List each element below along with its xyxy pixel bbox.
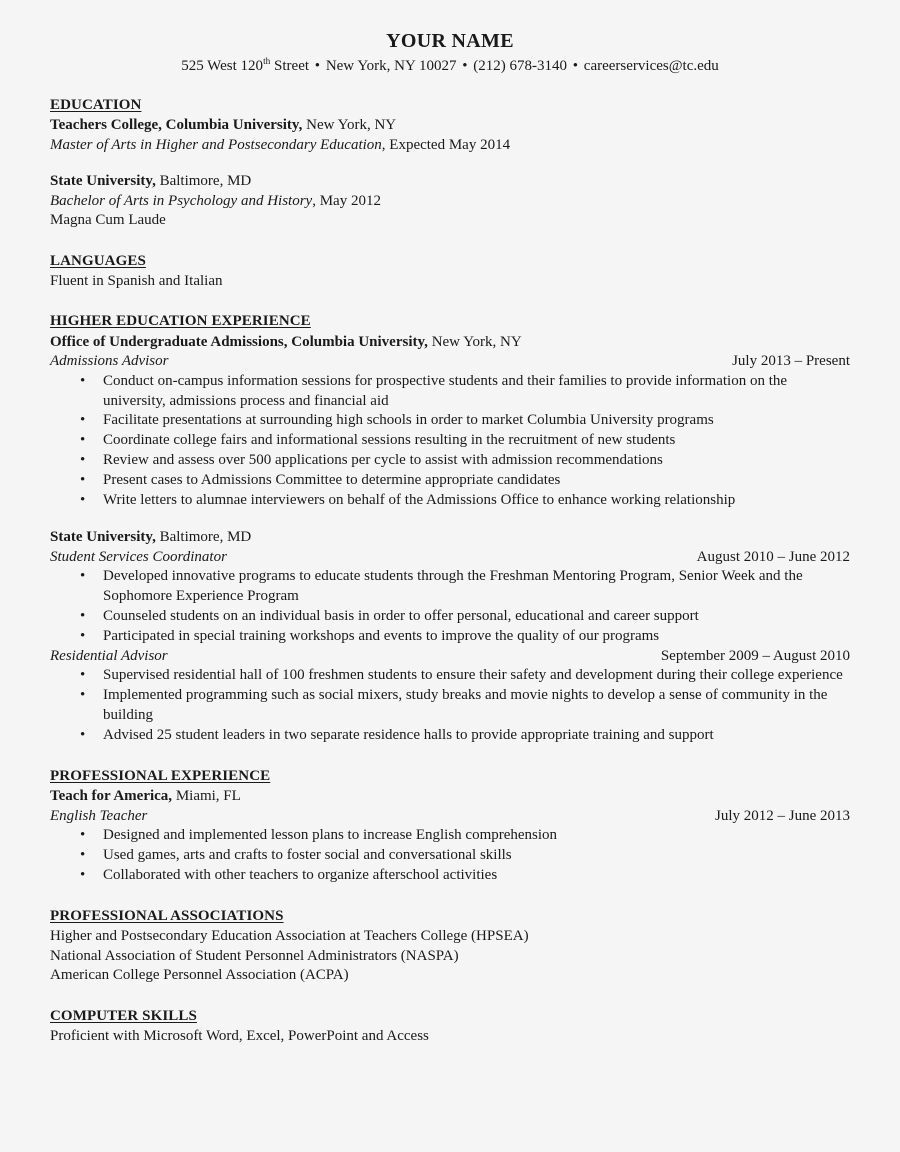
street-address-name: Street xyxy=(270,58,310,74)
experience-entry xyxy=(50,787,850,886)
bullet-item: • Write letters to alumnae interviewers on behalf of the Admissions Office to enhance working relationship xyxy=(50,491,850,511)
experience-org-line xyxy=(50,787,850,807)
experience-entry xyxy=(50,647,850,746)
section-education xyxy=(50,96,850,231)
resume-content xyxy=(50,30,850,1047)
bullet-item: • Coordinate college fairs and informational sessions resulting in the recruitment of new students xyxy=(50,431,850,451)
bullet-item: • Counseled students on an individual basis in order to offer personal, educational and career support xyxy=(50,607,850,627)
bullet-item: • Present cases to Admissions Committee to determine appropriate candidates xyxy=(50,471,850,491)
experience-location: New York, NY xyxy=(427,333,522,350)
bullet-item: • Implemented programming such as social mixers, study breaks and movie nights to develop a sense of community in the building xyxy=(50,686,850,726)
experience-role-line xyxy=(50,807,850,827)
section-title-computer-skills: COMPUTER SKILLS xyxy=(50,1007,197,1024)
bullet-item: • Developed innovative programs to educate students through the Freshman Mentoring Program, Senior Week and the Sophomore Experience Program xyxy=(50,567,850,607)
experience-org-line xyxy=(50,333,850,353)
experience-dates: July 2013 – Present xyxy=(732,353,850,370)
bullet-item: • Advised 25 student leaders in two separate residence halls to provide appropriate training and support xyxy=(50,726,850,746)
education-honors: Magna Cum Laude xyxy=(50,212,166,229)
contact-separator-3: • xyxy=(572,58,579,74)
education-degree-date: , Expected May 2014 xyxy=(381,136,511,153)
experience-bullet-list xyxy=(50,372,850,512)
section-professional-associations xyxy=(50,907,850,986)
experience-bullet-list xyxy=(50,826,850,886)
experience-role: English Teacher xyxy=(50,807,148,824)
languages-text: Fluent in Spanish and Italian xyxy=(50,272,223,289)
experience-dates: September 2009 – August 2010 xyxy=(660,647,850,664)
phone-number: (212) 678-3140 xyxy=(473,58,568,74)
contact-separator-1: • xyxy=(314,58,321,74)
section-title-professional-experience: PROFESSIONAL EXPERIENCE xyxy=(50,768,271,785)
experience-role: Student Services Coordinator xyxy=(50,548,227,565)
bullet-item: • Review and assess over 500 applications per cycle to assist with admission recommendations xyxy=(50,451,850,471)
section-professional-experience xyxy=(50,767,850,886)
bullet-item: • Conduct on-campus information sessions for prospective students and their families to provide information on the university, admissions process and financial aid xyxy=(50,372,850,412)
experience-role-line xyxy=(50,352,850,372)
experience-entry xyxy=(50,528,850,647)
ordinal-suffix: th xyxy=(263,57,271,67)
experience-employer: Teach for America, xyxy=(50,788,173,805)
education-degree-date: , May 2012 xyxy=(312,192,381,209)
experience-role: Admissions Advisor xyxy=(50,353,169,370)
bullet-item: • Supervised residential hall of 100 freshmen students to ensure their safety and development during their college experience xyxy=(50,666,850,686)
experience-bullet-list xyxy=(50,567,850,647)
candidate-name: YOUR NAME xyxy=(386,30,514,52)
education-location: Baltimore, MD xyxy=(155,173,252,190)
education-location: New York, NY xyxy=(302,117,397,134)
section-title-education: EDUCATION xyxy=(50,97,142,113)
experience-location: Miami, FL xyxy=(172,788,241,805)
experience-role-line xyxy=(50,647,850,667)
association-item: Higher and Postsecondary Education Association at Teachers College (HPSEA) xyxy=(50,928,529,945)
experience-role-line xyxy=(50,548,850,568)
section-languages xyxy=(50,252,850,292)
computer-skills-text: Proficient with Microsoft Word, Excel, PowerPoint and Access xyxy=(50,1028,429,1044)
city-state-zip: New York, NY 10027 xyxy=(325,58,457,74)
resume-header xyxy=(50,30,850,75)
association-item: National Association of Student Personnel Administrators (NASPA) xyxy=(50,947,459,964)
bullet-item: • Used games, arts and crafts to foster social and conversational skills xyxy=(50,846,850,866)
association-item: American College Personnel Association (ACPA) xyxy=(50,967,349,984)
bullet-item: • Participated in special training workshops and events to improve the quality of our programs xyxy=(50,627,850,647)
experience-employer: State University, xyxy=(50,529,156,546)
contact-line xyxy=(50,57,850,75)
experience-dates: July 2012 – June 2013 xyxy=(715,807,850,824)
education-degree: Bachelor of Arts in Psychology and History xyxy=(50,192,313,209)
section-title-professional-associations: PROFESSIONAL ASSOCIATIONS xyxy=(50,908,284,925)
experience-org-line xyxy=(50,528,850,548)
education-institution: State University, xyxy=(50,173,156,190)
education-org-line xyxy=(50,116,850,136)
experience-dates: August 2010 – June 2012 xyxy=(696,548,850,565)
experience-employer: Office of Undergraduate Admissions, Columbia University, xyxy=(50,333,428,350)
education-org-line xyxy=(50,172,850,192)
experience-role: Residential Advisor xyxy=(50,647,168,664)
section-higher-education-experience xyxy=(50,312,850,746)
section-computer-skills xyxy=(50,1007,850,1047)
education-degree-line xyxy=(50,192,850,212)
street-address-number: 525 West 120 xyxy=(181,58,264,74)
education-institution: Teachers College, Columbia University, xyxy=(50,117,303,134)
education-entry xyxy=(50,116,850,155)
bullet-item: • Designed and implemented lesson plans to increase English comprehension xyxy=(50,826,850,846)
experience-bullet-list xyxy=(50,666,850,746)
experience-entry xyxy=(50,333,850,512)
experience-location: Baltimore, MD xyxy=(155,529,252,546)
education-degree-line xyxy=(50,136,850,156)
associations-list xyxy=(50,927,850,986)
bullet-item: • Collaborated with other teachers to organize afterschool activities xyxy=(50,866,850,886)
email-address: careerservices@tc.edu xyxy=(583,58,719,74)
section-title-higher-education-experience: HIGHER EDUCATION EXPERIENCE xyxy=(50,313,311,330)
section-title-languages: LANGUAGES xyxy=(50,252,146,269)
contact-separator-2: • xyxy=(462,58,468,74)
education-degree: Master of Arts in Higher and Postsecondary Education xyxy=(50,136,382,153)
education-entry xyxy=(50,172,850,231)
bullet-item: • Facilitate presentations at surrounding high schools in order to market Columbia University programs xyxy=(50,411,850,431)
